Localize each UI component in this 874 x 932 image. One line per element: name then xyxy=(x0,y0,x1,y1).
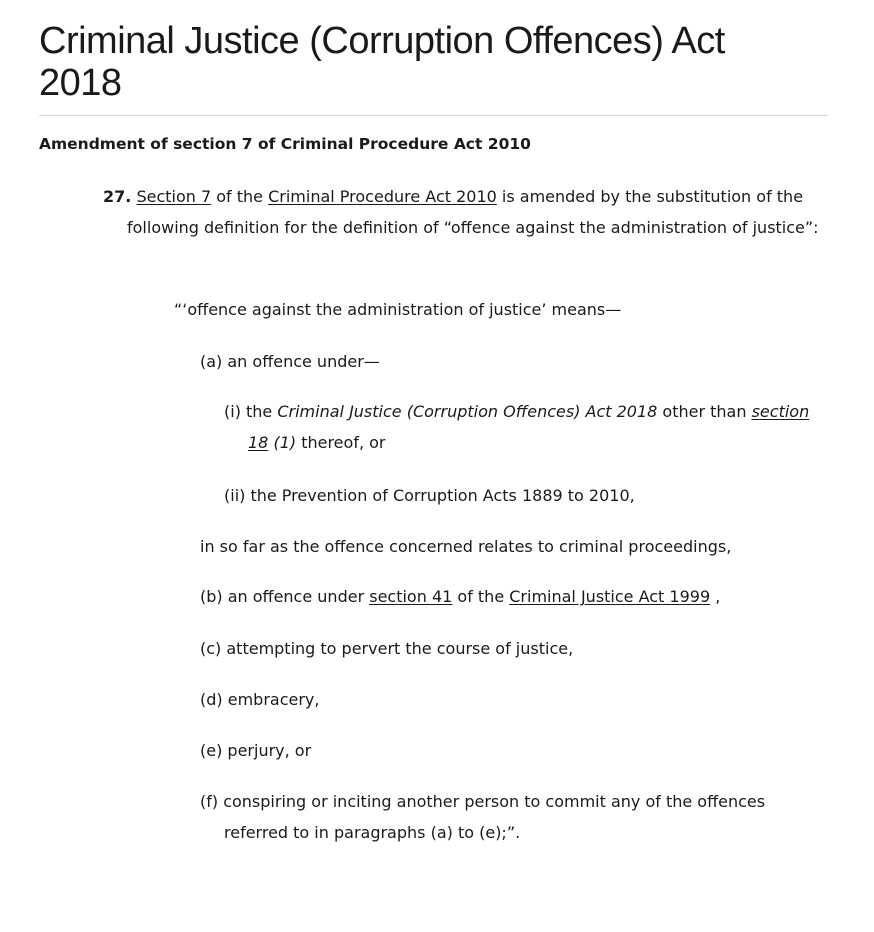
criminal-procedure-act-2010-link[interactable]: Criminal Procedure Act 2010 xyxy=(268,187,497,206)
subparagraph-a-i-prefix: (i) the xyxy=(224,402,278,421)
paragraph-f-line1: (f) conspiring or inciting another person to commit any of the offences xyxy=(200,792,766,811)
paragraph-b xyxy=(200,581,720,612)
paragraph-b-prefix: (b) an offence under xyxy=(200,587,370,606)
paragraph-f xyxy=(200,786,820,848)
paragraph-c: (c) attempting to pervert the course of justice, xyxy=(200,639,574,658)
paragraph-b-of-the: of the xyxy=(452,587,510,606)
section-text-line1-end: is amended by the substitution of the xyxy=(496,187,804,206)
criminal-justice-act-1999-link[interactable]: Criminal Justice Act 1999 xyxy=(509,587,711,606)
section-18-link-number[interactable]: 18 xyxy=(248,433,269,452)
in-so-far-clause: in so far as the offence concerned relates to criminal proceedings, xyxy=(200,537,732,556)
page-title: Criminal Justice (Corruption Offences) Act 2018 xyxy=(39,20,725,104)
corruption-offences-act-title: Criminal Justice (Corruption Offences) Act 2018 xyxy=(277,402,658,421)
subparagraph-a-i-other-than: other than xyxy=(657,402,752,421)
subparagraph-a-i xyxy=(224,396,824,458)
section-27-first-line xyxy=(103,181,828,212)
definition-opening: “‘offence against the administration of justice’ means— xyxy=(174,300,622,319)
title-divider xyxy=(39,115,828,116)
paragraph-f-line2: referred to in paragraphs (a) to (e);”. xyxy=(224,823,521,842)
subsection-reference: (1) xyxy=(268,433,297,452)
section-text-rest: following definition for the definition of “offence against the administration of justice”: xyxy=(127,218,819,237)
subparagraph-a-ii: (ii) the Prevention of Corruption Acts 1889 to 2010, xyxy=(224,486,635,505)
subparagraph-a-i-suffix: thereof, or xyxy=(296,433,386,452)
section-41-link[interactable]: section 41 xyxy=(369,587,453,606)
paragraph-e: (e) perjury, or xyxy=(200,741,312,760)
section-heading: Amendment of section 7 of Criminal Procedure Act 2010 xyxy=(39,135,531,153)
section-7-link[interactable]: Section 7 xyxy=(136,187,212,206)
paragraph-b-suffix: , xyxy=(710,587,721,606)
subparagraph-a-i-continuation xyxy=(224,427,824,458)
paragraph-a: (a) an offence under— xyxy=(200,352,380,371)
section-18-link-word[interactable]: section xyxy=(751,402,810,421)
paragraph-d: (d) embracery, xyxy=(200,690,320,709)
section-number: 27. xyxy=(103,187,132,206)
section-27-paragraph xyxy=(103,181,828,243)
section-text-of-the: of the xyxy=(211,187,269,206)
